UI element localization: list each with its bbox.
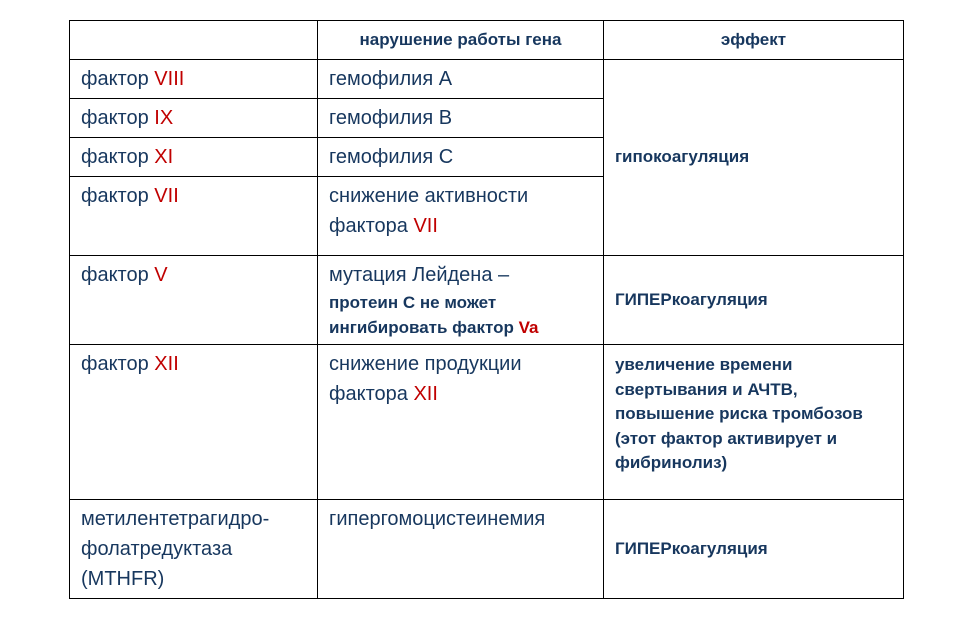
table-row: [70, 500, 904, 599]
factor-line: фолатредуктаза: [81, 538, 233, 560]
factor-cell: [70, 60, 318, 99]
factor-cell: [70, 99, 318, 138]
factor-cell: [70, 345, 318, 500]
disorder-line: [329, 379, 593, 409]
table-header-row: [70, 21, 904, 60]
factor-label: фактор: [81, 353, 155, 375]
header-cell-disorder: нарушение работы гена: [318, 21, 604, 60]
effect-cell-hypocoagulation: гипокоагуляция: [603, 60, 903, 256]
disorder-line-bold: [329, 315, 593, 340]
factor-cell: [70, 256, 318, 345]
factor-label: фактор: [81, 185, 155, 207]
factor-number: VII: [413, 215, 438, 237]
disorder-cell: [318, 345, 604, 500]
factor-number: XII: [154, 353, 179, 375]
table-row: [70, 60, 904, 99]
factor-number: IX: [154, 107, 174, 129]
disorder-text: ингибировать фактор: [329, 318, 519, 337]
disorder-cell: гипергомоцистеинемия: [318, 500, 604, 599]
factor-cell: [70, 500, 318, 599]
effect-cell: увеличение времени свертывания и АЧТВ, повышение риска тромбозов (этот фактор активирует и фибринолиз): [603, 345, 903, 500]
factor-label: фактор: [81, 146, 155, 168]
disorder-text: фактора: [329, 215, 414, 237]
factor-label: фактор: [81, 107, 155, 129]
disorder-cell: [318, 256, 604, 345]
table-row: [70, 345, 904, 500]
disorder-cell: гемофилия В: [318, 99, 604, 138]
factor-number: VIII: [154, 68, 185, 90]
disorder-line: [329, 211, 593, 241]
factor-number: V: [154, 264, 168, 286]
disorder-line: мутация Лейдена –: [329, 264, 510, 286]
factor-cell: [70, 177, 318, 256]
factor-number: VII: [154, 185, 179, 207]
table-row: [70, 256, 904, 345]
header-cell-empty: [70, 21, 318, 60]
disorder-cell: гемофилия С: [318, 138, 604, 177]
disorder-cell: гемофилия А: [318, 60, 604, 99]
factor-label: фактор: [81, 264, 155, 286]
factor-line: метилентетрагидро-: [81, 508, 270, 530]
header-cell-effect: эффект: [603, 21, 903, 60]
disorder-line: снижение активности: [329, 185, 529, 207]
factor-number: Va: [518, 318, 539, 337]
factor-line: (MTHFR): [81, 568, 165, 590]
factor-number: XI: [154, 146, 174, 168]
disorder-line-bold: протеин С не может: [329, 293, 497, 312]
factor-number: XII: [413, 383, 438, 405]
disorder-text: фактора: [329, 383, 414, 405]
factor-cell: [70, 138, 318, 177]
effect-cell: ГИПЕРкоагуляция: [603, 500, 903, 599]
effect-cell: ГИПЕРкоагуляция: [603, 256, 903, 345]
factor-label: фактор: [81, 68, 155, 90]
disorder-cell: [318, 177, 604, 256]
gene-disorder-table: [69, 20, 904, 599]
disorder-line: снижение продукции: [329, 353, 522, 375]
